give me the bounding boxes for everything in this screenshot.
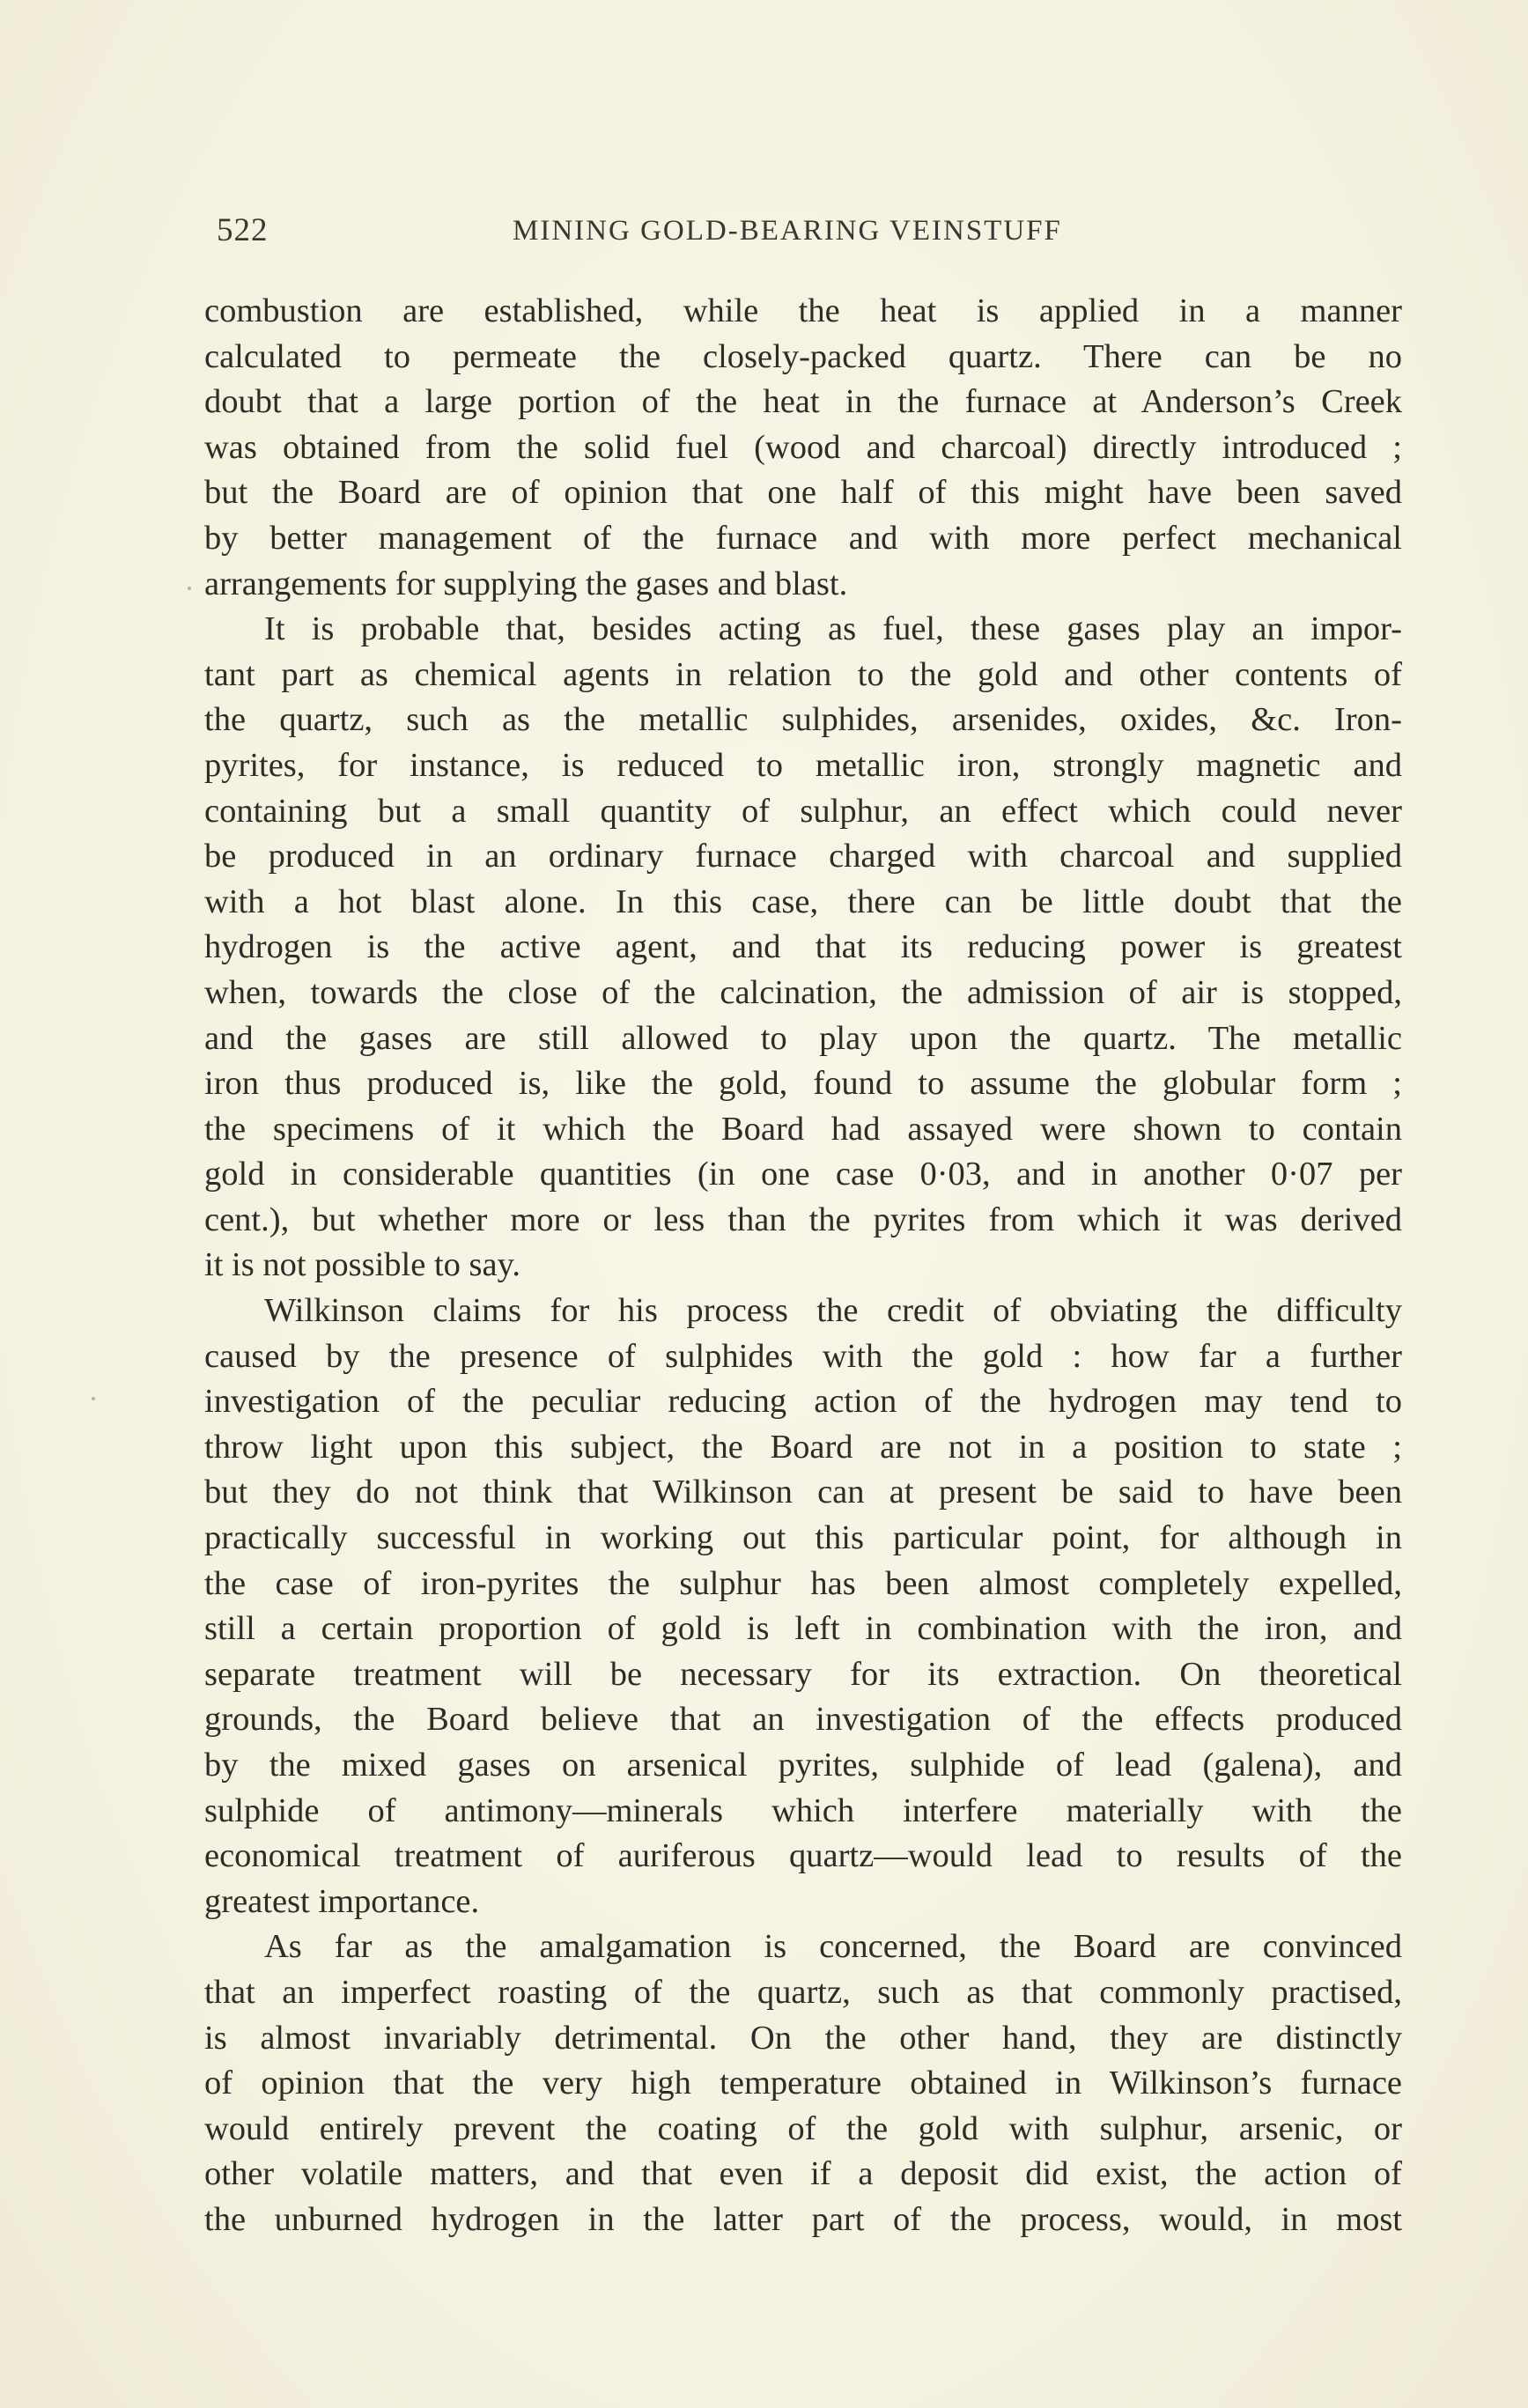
page-header [204, 211, 1384, 257]
text-line: cent.), but whether more or less than the pyrites from which it was derived [204, 1200, 1402, 1238]
paragraph-start-line: Wilkinson claims for his process the credit of obviating the difficulty [264, 1292, 1402, 1330]
text-line: throw light upon this subject, the Board are not in a position to state ; [204, 1428, 1402, 1466]
text-line: but the Board are of opinion that one half of this might have been saved [204, 474, 1402, 512]
text-line: tant part as chemical agents in relation to the gold and other contents of [204, 655, 1402, 693]
text-line: investigation of the peculiar reducing action of the hydrogen may tend to [204, 1383, 1402, 1421]
text-line: of opinion that the very high temperature obtained in Wilkinson’s furnace [204, 2065, 1402, 2102]
text-line: was obtained from the solid fuel (wood and charcoal) directly introduced ; [204, 428, 1402, 466]
text-line: by the mixed gases on arsenical pyrites, sulphide of lead (galena), and [204, 1747, 1402, 1784]
text-line: the case of iron-pyrites the sulphur has been almost completely expelled, [204, 1564, 1402, 1602]
text-line: gold in considerable quantities (in one case 0·03, and in another 0·07 per [204, 1156, 1402, 1193]
text-line: doubt that a large portion of the heat in the furnace at Anderson’s Creek [204, 383, 1402, 421]
running-head: MINING GOLD-BEARING VEINSTUFF [513, 215, 1062, 247]
text-line: it is not possible to say. [204, 1246, 520, 1284]
text-line: that an imperfect roasting of the quartz, such as that commonly practised, [204, 1973, 1402, 2011]
text-line: is almost invariably detrimental. On the other hand, they are distinctly [204, 2019, 1402, 2057]
text-line: economical treatment of auriferous quartz—would lead to results of the [204, 1837, 1402, 1875]
page-number: 522 [217, 212, 269, 248]
text-line: the specimens of it which the Board had assayed were shown to contain [204, 1110, 1402, 1148]
text-line: containing but a small quantity of sulphur, an effect which could never [204, 792, 1402, 830]
text-line: greatest importance. [204, 1882, 480, 1920]
text-line: when, towards the close of the calcination, the admission of air is stopped, [204, 973, 1402, 1011]
text-line: hydrogen is the active agent, and that its reducing power is greatest [204, 928, 1402, 966]
text-line: the quartz, such as the metallic sulphides, arsenides, oxides, &c. Iron- [204, 701, 1402, 739]
text-line: pyrites, for instance, is reduced to metallic iron, strongly magnetic and [204, 746, 1402, 784]
text-line: grounds, the Board believe that an investigation of the effects produced [204, 1701, 1402, 1739]
text-line: the unburned hydrogen in the latter part of the process, would, in most [204, 2200, 1402, 2238]
paragraph-start-line: As far as the amalgamation is concerned, the Board are convinced [264, 1928, 1402, 1966]
text-line: combustion are established, while the heat is applied in a manner [204, 292, 1402, 329]
text-line: and the gases are still allowed to play upon the quartz. The metallic [204, 1019, 1402, 1057]
text-line: sulphide of antimony—minerals which interfere materially with the [204, 1791, 1402, 1829]
text-line: caused by the presence of sulphides with the gold : how far a further [204, 1337, 1402, 1375]
body-text [204, 289, 1402, 2243]
text-line: but they do not think that Wilkinson can at present be said to have been [204, 1474, 1402, 1511]
text-line: iron thus produced is, like the gold, found to assume the globular form ; [204, 1065, 1402, 1103]
text-line: calculated to permeate the closely-packed quartz. There can be no [204, 337, 1402, 375]
text-line: with a hot blast alone. In this case, there can be little doubt that the [204, 883, 1402, 920]
paper-speck [188, 587, 191, 590]
text-line: separate treatment will be necessary for its extraction. On theoretical [204, 1655, 1402, 1693]
text-line: still a certain proportion of gold is left in combination with the iron, and [204, 1610, 1402, 1648]
text-line: be produced in an ordinary furnace charged with charcoal and supplied [204, 838, 1402, 875]
paragraph-start-line: It is probable that, besides acting as fuel, these gases play an impor- [264, 610, 1402, 648]
text-line: other volatile matters, and that even if a deposit did exist, the action of [204, 2155, 1402, 2193]
text-line: would entirely prevent the coating of the gold with sulphur, arsenic, or [204, 2109, 1402, 2147]
text-line: arrangements for supplying the gases and blast. [204, 565, 848, 602]
text-line: by better management of the furnace and with more perfect mechanical [204, 519, 1402, 557]
paper-speck [92, 1397, 95, 1400]
text-line: practically successful in working out this particular point, for although in [204, 1519, 1402, 1557]
